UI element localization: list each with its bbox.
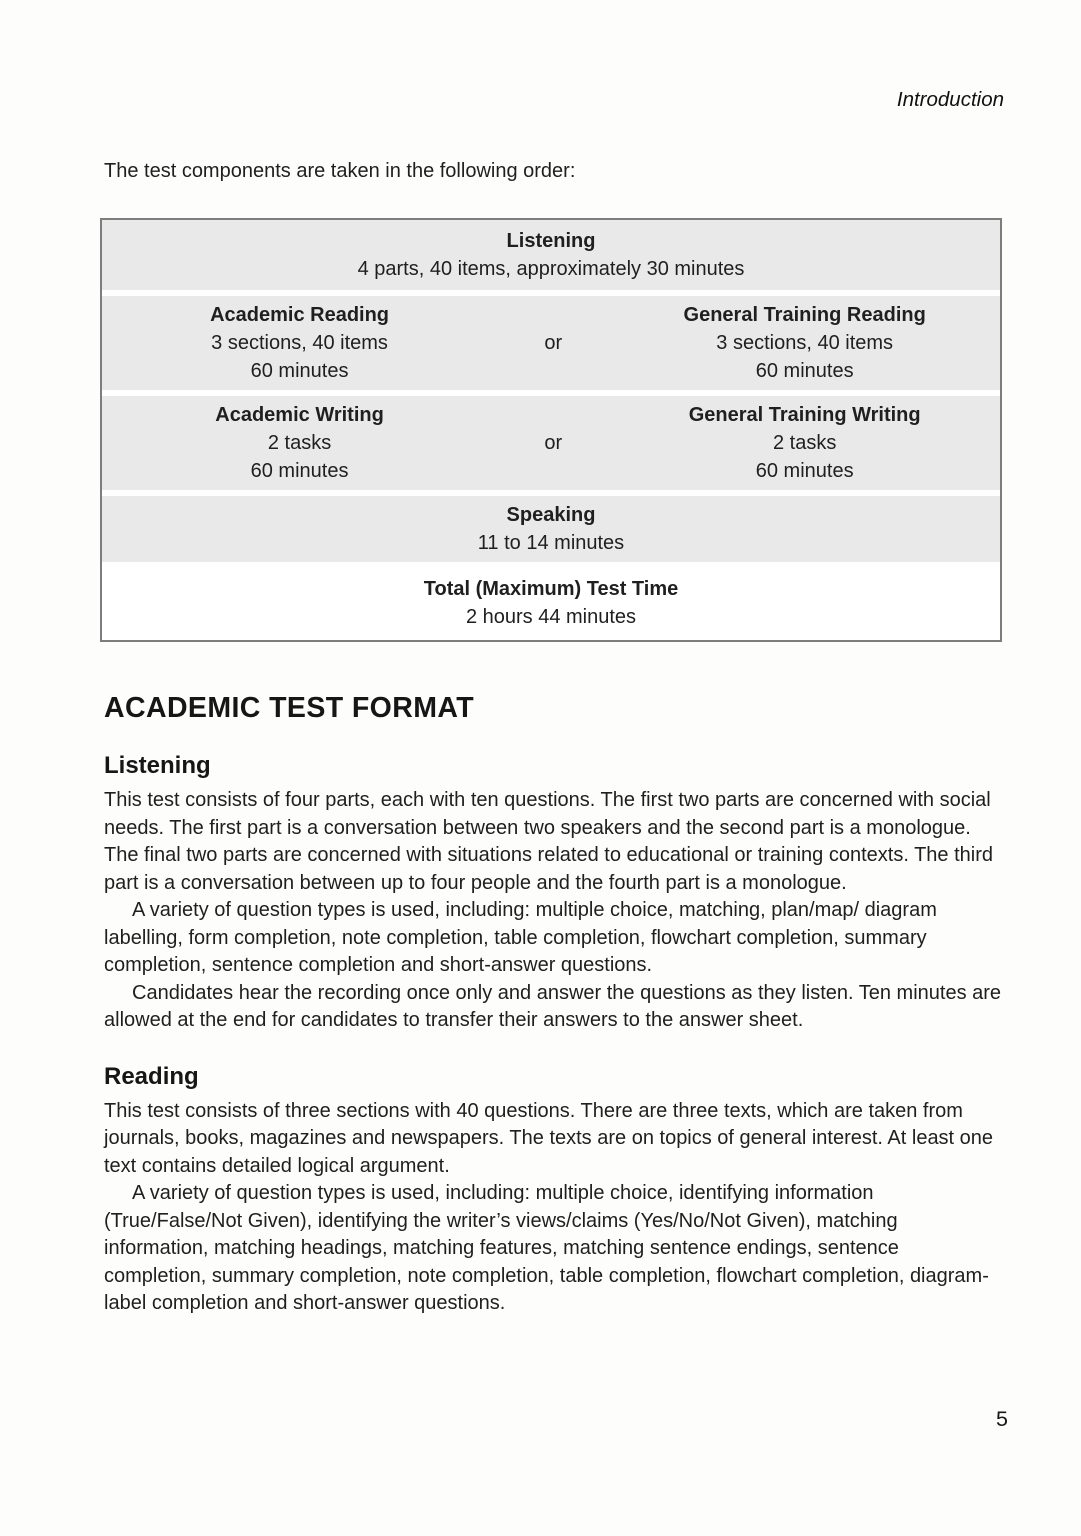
cell-academic-writing [102,401,497,485]
subsection-heading-listening: Listening [104,752,211,779]
table-row-speaking [102,496,1000,562]
table-row-listening [102,220,1000,290]
row-title: Academic Reading [210,304,390,326]
row-detail: 2 tasks [772,432,837,454]
running-header: Introduction [896,88,1004,111]
cell-general-training-reading [609,301,1000,385]
table-row-writing-choice [102,396,1000,490]
listening-paragraph-2: A variety of question types is used, including: multiple choice, matching, plan/map/ diagram labelling, form completion, note completion, table completion, flowchart completion, summary completion, sentence completion and short-answer questions. [104,899,937,976]
row-subtitle: 2 hours 44 minutes [465,606,637,628]
row-subtitle: 11 to 14 minutes [477,532,625,554]
section-heading-academic-test-format: ACADEMIC TEST FORMAT [104,692,475,724]
row-detail: 3 sections, 40 items [211,332,388,354]
row-detail: 60 minutes [755,360,854,382]
table-row-reading-choice [102,296,1000,390]
row-detail: 60 minutes [755,460,854,482]
row-detail: 3 sections, 40 items [716,332,894,354]
row-title: General Training Reading [683,304,926,326]
reading-paragraph-2: A variety of question types is used, including: multiple choice, identifying information (True/False/Not Given), identifying the writer’s views/claims (Yes/No/Not Given), matching information, matching headings, matching features, matching sentence endings, sentence completion, summary completion, note completion, table completion, flowchart completion, diagram-label completion and short-answer questions. [104,1182,989,1314]
listening-paragraph-3: Candidates hear the recording once only and answer the questions as they listen. Ten minutes are allowed at the end for candidates to transfer their answers to the answer sheet. [104,981,1002,1031]
row-detail: 60 minutes [250,360,349,382]
or-label: or [544,332,563,354]
cell-academic-reading [102,301,497,385]
row-title: Listening [506,230,596,252]
row-detail: 60 minutes [250,460,349,482]
row-title: Academic Writing [215,404,384,426]
row-title: General Training Writing [688,404,921,426]
cell-general-training-writing [609,401,1000,485]
row-title: Total (Maximum) Test Time [423,578,679,600]
row-subtitle: 4 parts, 40 items, approximately 30 minutes [357,258,745,280]
or-label: or [544,432,563,454]
subsection-heading-reading: Reading [104,1062,199,1090]
row-title: Speaking [506,504,596,526]
page-number: 5 [996,1407,1008,1431]
test-components-table [100,218,1002,642]
listening-paragraph-1: This test consists of four parts, each with ten questions. The first two parts are concerned with social needs. The first part is a conversation between two speakers and the second part is a monologue. The final two parts are concerned with situations related to educational or training contexts. The third part is a conversation between up to four people and the fourth part is a monologue. [104,789,994,894]
row-detail: 2 tasks [267,432,332,454]
reading-paragraph-1: This test consists of three sections with 40 questions. There are three texts, which are taken from journals, books, magazines and newspapers. The texts are on topics of general interest. At least one text contains detailed logical argument. [104,1099,994,1177]
table-row-total-time [102,568,1000,640]
intro-line: The test components are taken in the following order: [104,159,576,182]
